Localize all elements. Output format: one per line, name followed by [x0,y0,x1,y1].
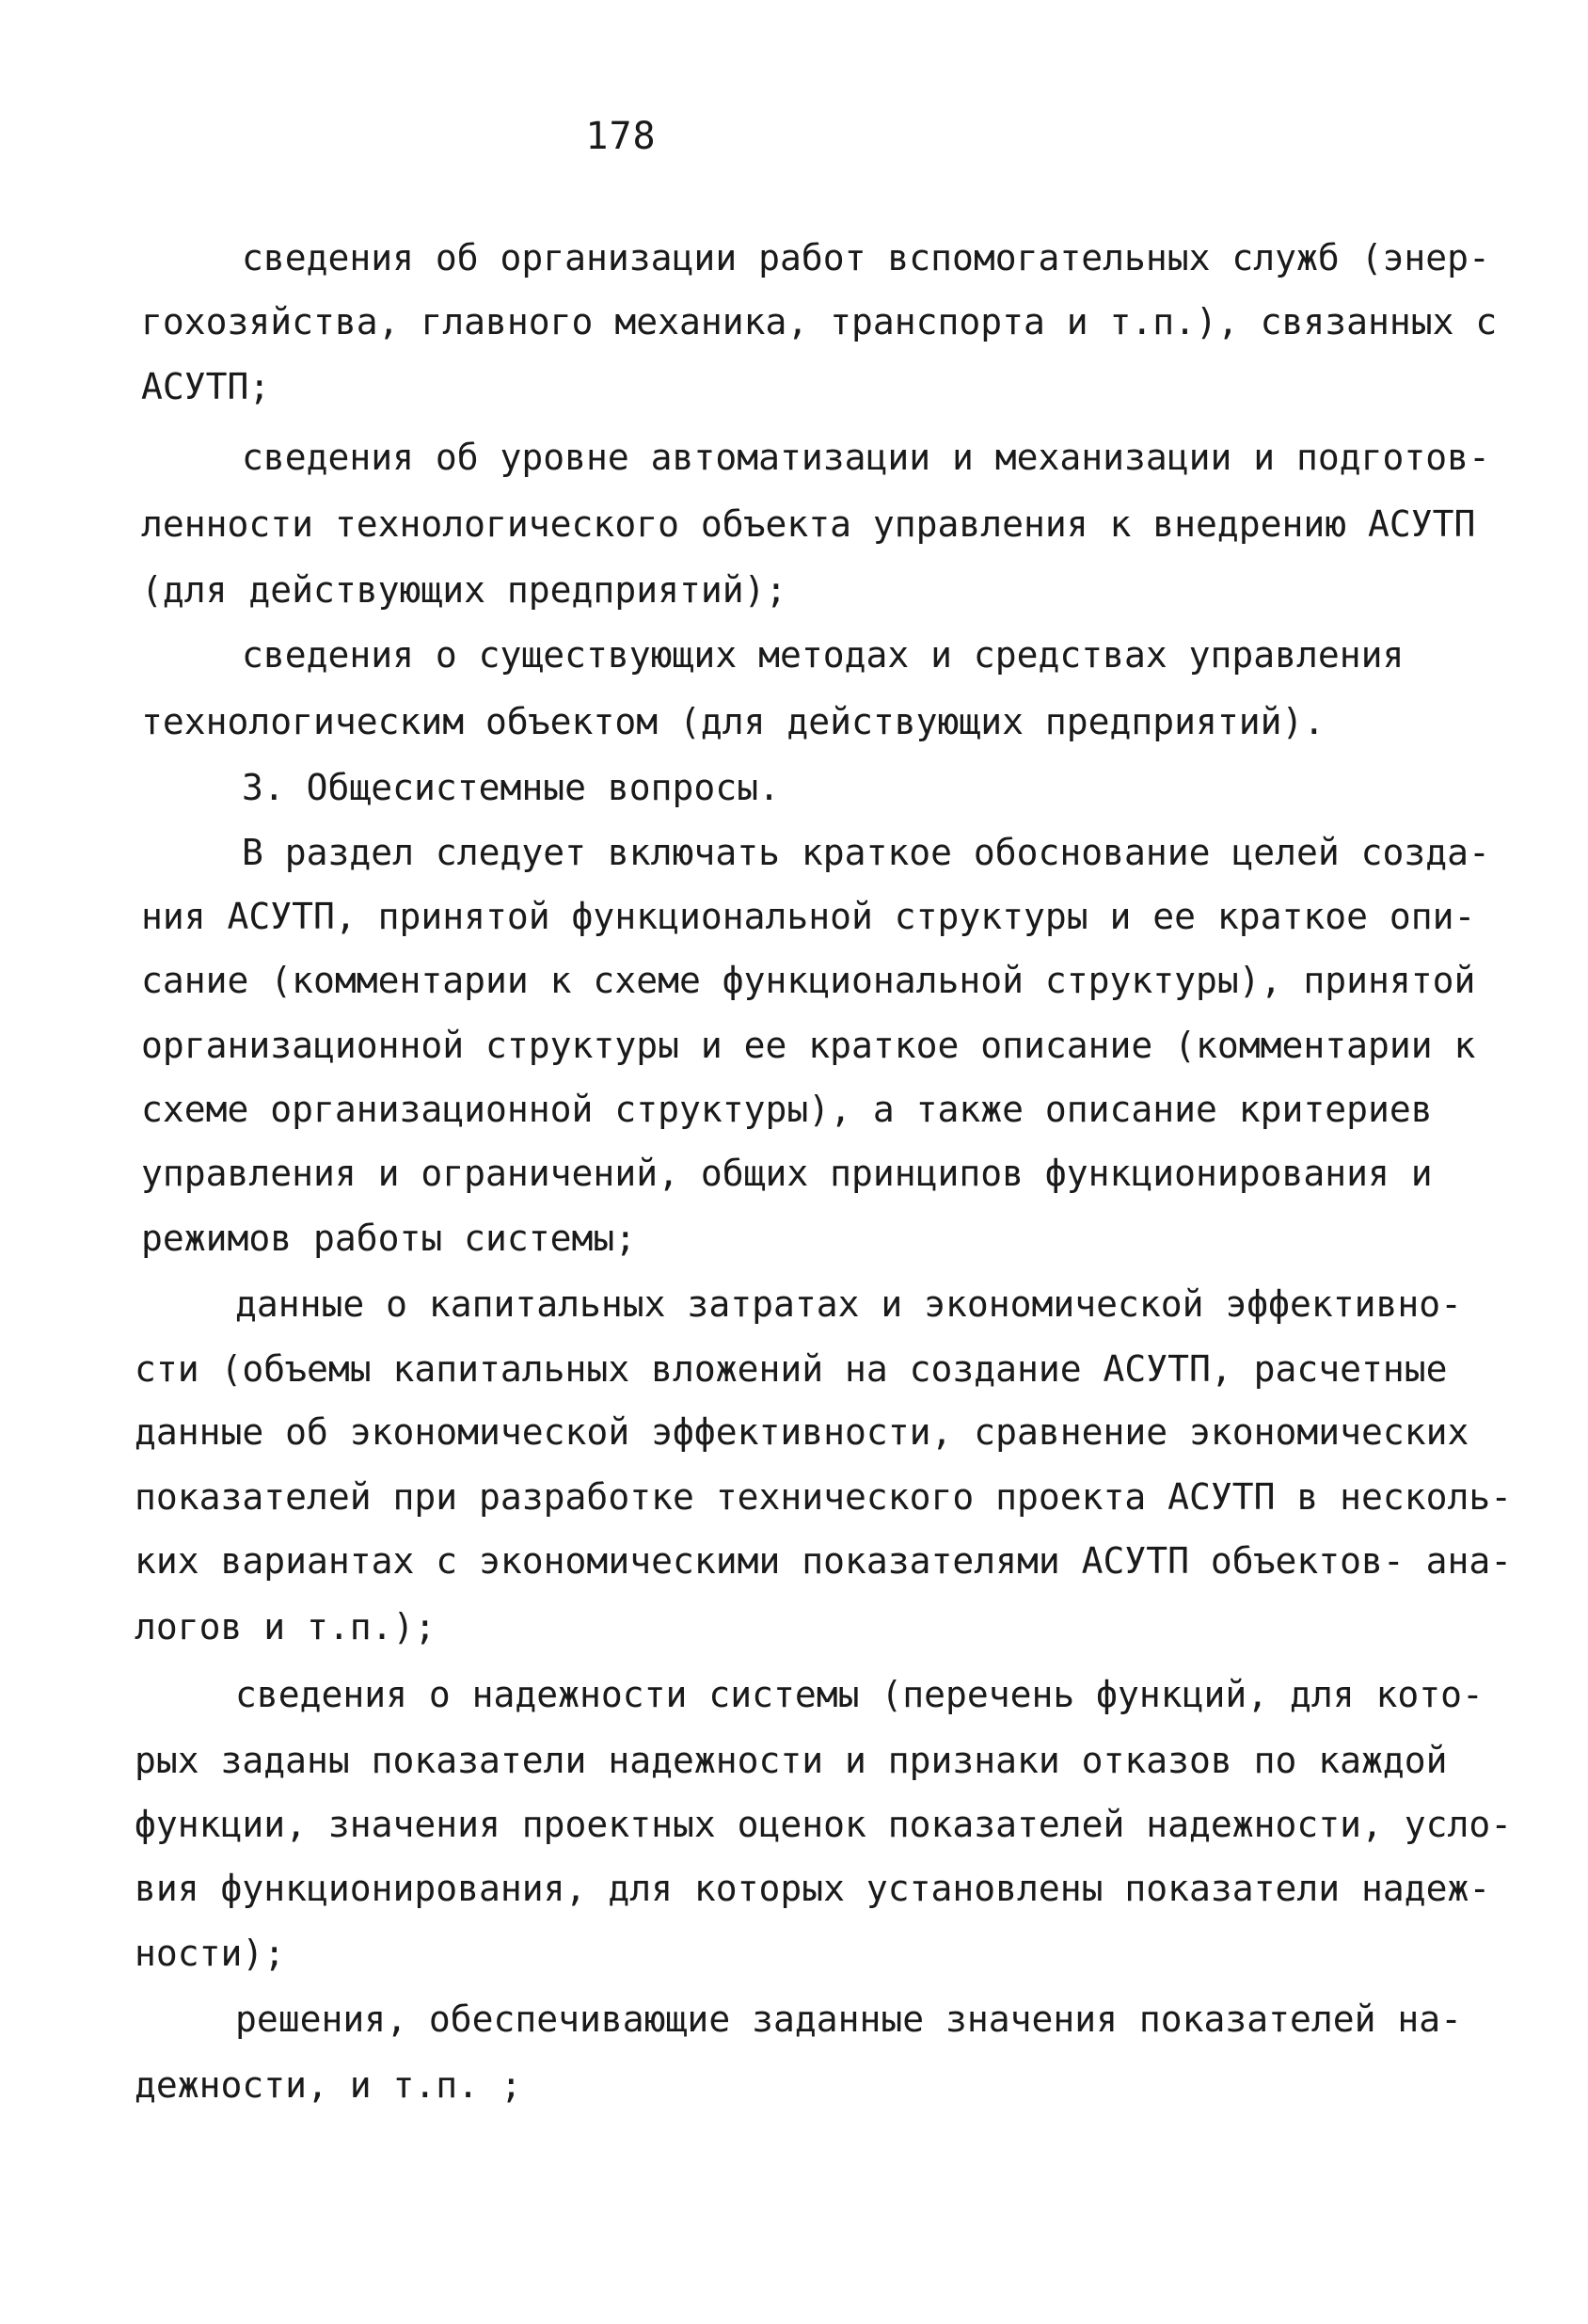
text-line: вия функционирования, для которых установлены показатели надеж- [135,1868,1491,1909]
text-line: организационной структуры и ее краткое описание (комментарии к [141,1025,1476,1066]
text-line: технологическим объектом (для действующих предприятий). [141,701,1326,742]
text-line: данные о капитальных затратах и экономической эффективно- [235,1283,1463,1325]
text-line: решения, обеспечивающие заданные значения показателей на- [235,1998,1463,2040]
text-line: режимов работы системы; [141,1218,637,1259]
text-line: управления и ограничений, общих принципов функционирования и [141,1153,1433,1194]
text-line: ких вариантах с экономическими показателями АСУТП объектов- ана- [135,1540,1513,1582]
text-line: показателей при разработке технического проекта АСУТП в несколь- [135,1476,1513,1518]
text-line: (для действующих предприятий); [141,569,787,611]
page-number: 178 [585,115,657,158]
text-line: сведения о существующих методах и средствах управления [242,634,1405,676]
text-line: дежности, и т.п. ; [135,2064,522,2106]
text-line: АСУТП; [141,366,271,407]
text-line: функции, значения проектных оценок показателей надежности, усло- [135,1804,1513,1845]
text-line: ния АСУТП, принятой функциональной структуры и ее краткое опи- [141,896,1476,937]
text-line: сти (объемы капитальных вложений на создание АСУТП, расчетные [135,1348,1448,1390]
text-line: сведения о надежности системы (перечень функций, для кото- [235,1674,1484,1715]
text-line: ности); [135,1933,286,1974]
text-line: В раздел следует включать краткое обоснование целей созда- [242,832,1490,873]
section-heading: 3. Общесистемные вопросы. [242,767,780,808]
text-line: гохозяйства, главного механика, транспорта и т.п.), связанных с [141,301,1498,342]
text-line: рых заданы показатели надежности и признаки отказов по каждой [135,1740,1448,1781]
text-line: сание (комментарии к схеме функциональной структуры), принятой [141,960,1476,1001]
text-line: сведения об уровне автоматизации и механизации и подготов- [242,437,1490,478]
text-line: ленности технологического объекта управления к внедрению АСУТП [141,503,1476,545]
text-line: данные об экономической эффективности, сравнение экономических [135,1411,1469,1453]
text-line: логов и т.п.); [135,1606,437,1647]
text-line: схеме организационной структуры), а также описание критериев [141,1089,1433,1130]
text-line: сведения об организации работ вспомогательных служб (энер- [242,237,1490,279]
